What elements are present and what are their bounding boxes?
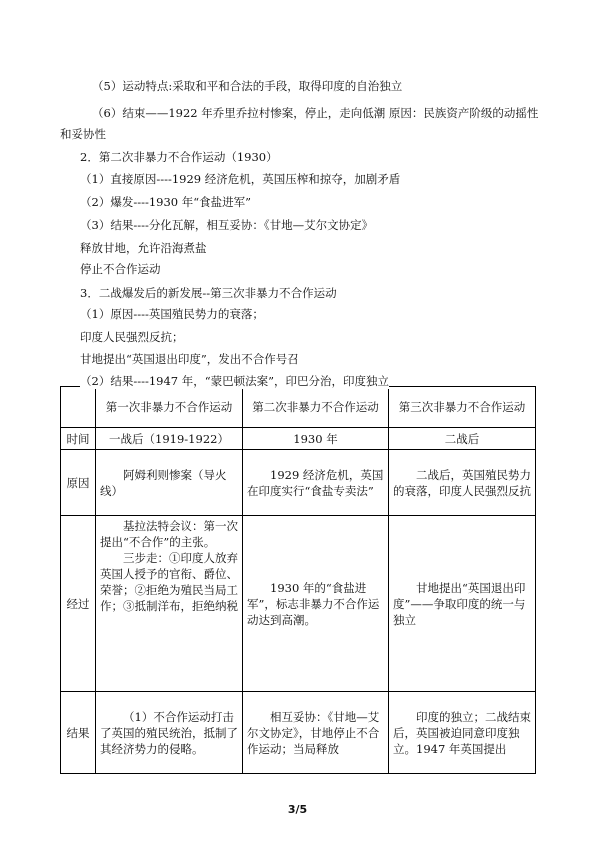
table-header-cell: 第一次非暴力不合作运动 — [96, 387, 243, 428]
table-header-cell: 第三次非暴力不合作运动 — [389, 387, 536, 428]
text-line: （1）原因----英国殖民势力的衰落； — [80, 307, 264, 321]
text-line: 释放甘地，允许沿海煮盐 — [80, 241, 207, 255]
table-cell — [96, 516, 243, 692]
text-line: （3）结果----分化瓦解，相互妥协：《甘地—艾尔文协定》 — [80, 218, 374, 232]
text-line: 和妥协性 — [60, 127, 106, 141]
table-cell: 印度的独立；二战结束后，英国被迫同意印度独立。1947 年英国提出 — [389, 692, 536, 774]
row-label: 原因 — [61, 450, 96, 516]
text-line: 甘地提出“英国退出印度”，发出不合作号召 — [80, 352, 299, 366]
table-header-cell: 第二次非暴力不合作运动 — [243, 387, 389, 428]
table-cell: 1929 经济危机，英国在印度实行“食盐专卖法” — [243, 450, 389, 516]
table-row — [61, 516, 536, 692]
text-line: （2）结果----1947 年，“蒙巴顿法案”，印巴分治，印度独立 — [80, 374, 390, 388]
table-row — [61, 428, 536, 450]
text-line: （5）运动特点:采取和平和合法的手段，取得印度的自治独立 — [92, 79, 403, 93]
cell-paragraph: 三步走：①印度人放弃英国人授予的官衔、爵位、荣誉；②拒绝为殖民当局工作；③抵制洋布，拒绝纳税 — [100, 551, 238, 613]
text-line: 停止不合作运动 — [80, 262, 161, 276]
table-corner-cell — [61, 387, 96, 428]
table-cell: 二战后 — [389, 428, 536, 450]
table-cell: 1930 年 — [243, 428, 389, 450]
table-header-row — [61, 387, 536, 428]
text-line: （1）直接原因----1929 经济危机，英国压榨和掠夺，加剧矛盾 — [80, 172, 401, 186]
table-cell: 二战后，英国殖民势力的衰落，印度人民强烈反抗 — [389, 450, 536, 516]
row-label: 时间 — [61, 428, 96, 450]
table-cell: 甘地提出“英国退出印度”——争取印度的统一与独立 — [389, 516, 536, 692]
table-row — [61, 692, 536, 774]
text-line: 3．二战爆发后的新发展--第三次非暴力不合作运动 — [80, 286, 337, 300]
cell-paragraph: 基拉法特会议：第一次提出“不合作”的主张。 — [100, 519, 238, 549]
row-label: 经过 — [61, 516, 96, 692]
page-number: 3/5 — [287, 803, 308, 816]
table-cell: （1）不合作运动打击了英国的殖民统治，抵制了其经济势力的侵略。 — [96, 692, 243, 774]
text-line: （2）爆发----1930 年“食盐进军” — [80, 195, 252, 209]
table-cell: 阿姆利则惨案（导火线） — [96, 450, 243, 516]
table-cell: 1930 年的“食盐进军”，标志非暴力不合作运动达到高潮。 — [243, 516, 389, 692]
table-row — [61, 450, 536, 516]
text-line: （6）结束——1922 年乔里乔拉村惨案，停止，走向低潮 原因：民族资产阶级的动摇性 — [92, 106, 539, 120]
comparison-table — [60, 386, 536, 774]
text-line: 2．第二次非暴力不合作运动（1930） — [80, 150, 278, 164]
row-label: 结果 — [61, 692, 96, 774]
text-line: 印度人民强烈反抗； — [80, 330, 184, 344]
table-cell: 相互妥协：《甘地—艾尔文协定》，甘地停止不合作运动；当局释放 — [243, 692, 389, 774]
table-cell: 一战后（1919-1922） — [96, 428, 243, 450]
